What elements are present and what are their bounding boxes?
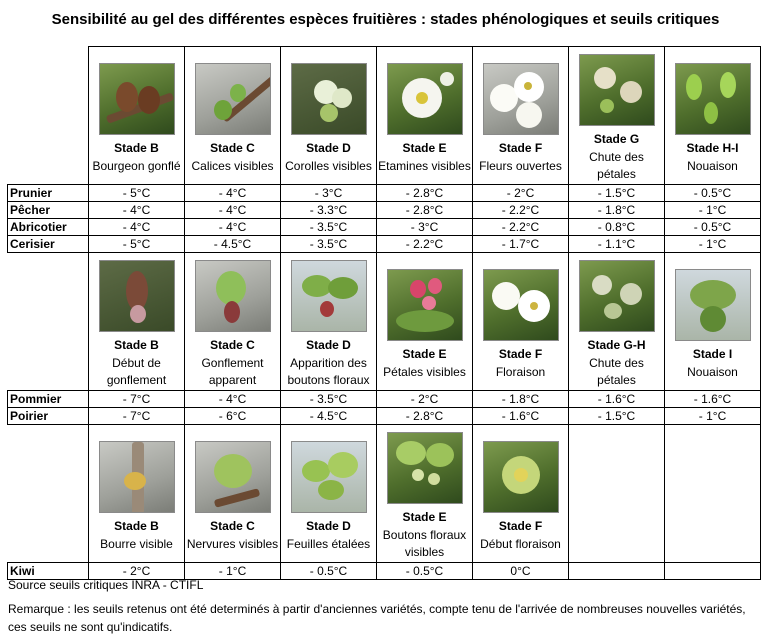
- threshold-value: - 4°C: [185, 219, 281, 236]
- stage-description: Gonflement apparent: [201, 356, 264, 387]
- threshold-value: - 2.8°C: [377, 185, 473, 202]
- threshold-value: - 1.6°C: [473, 408, 569, 425]
- threshold-value: - 7°C: [89, 391, 185, 408]
- flowering-photo: [483, 269, 559, 341]
- threshold-value: - 1.6°C: [569, 391, 665, 408]
- threshold-value: - 3.5°C: [281, 219, 377, 236]
- threshold-value: - 0.5°C: [377, 563, 473, 580]
- threshold-value: - 3.3°C: [281, 202, 377, 219]
- veins-visible-photo: [195, 441, 271, 513]
- threshold-value: - 1.5°C: [569, 408, 665, 425]
- threshold-value: - 6°C: [185, 408, 281, 425]
- stage-description: Chute des pétales: [589, 356, 644, 387]
- stage-description: Boutons floraux visibles: [382, 528, 467, 559]
- table-row: [8, 219, 761, 236]
- stage-label: Stade D: [306, 140, 351, 155]
- stage-cell: [569, 47, 665, 185]
- stage-cell: [89, 47, 185, 185]
- threshold-value: - 2.2°C: [473, 202, 569, 219]
- table-row: [8, 391, 761, 408]
- threshold-value: - 0.5°C: [665, 219, 761, 236]
- page-title: Sensibilité au gel des différentes espèces fruitières : stades phénologiques et seuils critiques: [51, 11, 720, 28]
- stage-cell: [377, 253, 473, 391]
- threshold-value: - 1.8°C: [569, 202, 665, 219]
- threshold-value: - 4.5°C: [281, 408, 377, 425]
- threshold-value: - 0.5°C: [665, 185, 761, 202]
- empty-cell: [665, 425, 761, 563]
- fruit-set-photo: [675, 63, 751, 135]
- threshold-value: - 1.8°C: [473, 391, 569, 408]
- flower-buds-visible-photo: [387, 432, 463, 504]
- stage-cell: [665, 253, 761, 391]
- stage-label: Stade E: [402, 346, 447, 361]
- threshold-value: 0°C: [473, 563, 569, 580]
- stage-label: Stade F: [498, 346, 543, 361]
- petal-fall-photo: [579, 54, 655, 126]
- stage-cell: [665, 47, 761, 185]
- fruit-name: Cerisier: [8, 236, 89, 253]
- threshold-value: - 1.7°C: [473, 236, 569, 253]
- threshold-value: - 5°C: [89, 185, 185, 202]
- stage-cell: [185, 425, 281, 563]
- source-note: Source seuils critiques INRA - CTIFL: [8, 578, 204, 592]
- stage-header-row-2: [8, 253, 761, 391]
- stage-cell: [281, 47, 377, 185]
- fruit-name: Abricotier: [8, 219, 89, 236]
- bud-swollen-photo: [99, 63, 175, 135]
- stage-description: Chute des pétales: [589, 150, 644, 181]
- table-row: [8, 185, 761, 202]
- stage-label: Stade H-I: [686, 140, 739, 155]
- threshold-value: - 4°C: [185, 185, 281, 202]
- stage-description: Bourre visible: [100, 536, 173, 551]
- threshold-value: - 1°C: [665, 236, 761, 253]
- threshold-value: - 3.5°C: [281, 236, 377, 253]
- stage-cell: [569, 253, 665, 391]
- stage-label: Stade C: [210, 338, 255, 352]
- stage-cell: [281, 425, 377, 563]
- bud-swelling-photo: [195, 260, 271, 332]
- threshold-value: - 2.2°C: [473, 219, 569, 236]
- petal-fall-photo: [579, 260, 655, 332]
- stage-cell: [473, 47, 569, 185]
- stage-cell: [377, 425, 473, 563]
- stage-header-row-1: [8, 47, 761, 185]
- threshold-value: - 0.5°C: [281, 563, 377, 580]
- stage-label: Stade B: [114, 518, 159, 533]
- stage-description: Corolles visibles: [285, 158, 372, 173]
- fruit-name: Pommier: [8, 391, 89, 408]
- stage-label: Stade D: [306, 518, 351, 533]
- stage-label: Stade C: [210, 140, 255, 155]
- calyx-visible-photo: [195, 63, 271, 135]
- stage-label: Stade E: [402, 510, 447, 524]
- stage-label: Stade E: [402, 140, 447, 155]
- threshold-value: - 4°C: [185, 202, 281, 219]
- stage-description: Nouaison: [687, 158, 738, 173]
- flower-buds-appearing-photo: [291, 260, 367, 332]
- stage-description: Nouaison: [687, 364, 738, 379]
- stage-description: Fleurs ouvertes: [479, 158, 562, 173]
- table-row: [8, 236, 761, 253]
- stage-cell: [185, 253, 281, 391]
- stage-label: Stade B: [114, 338, 159, 352]
- petals-visible-photo: [387, 269, 463, 341]
- threshold-value: - 4°C: [89, 202, 185, 219]
- stage-description: Calices visibles: [191, 158, 274, 173]
- threshold-value: - 4.5°C: [185, 236, 281, 253]
- corolla-visible-photo: [291, 63, 367, 135]
- threshold-value: - 1°C: [665, 408, 761, 425]
- threshold-value: - 7°C: [89, 408, 185, 425]
- threshold-value: - 2.2°C: [377, 236, 473, 253]
- frost-threshold-table: [7, 46, 761, 580]
- threshold-value: - 1.6°C: [665, 391, 761, 408]
- stage-label: Stade C: [210, 518, 255, 533]
- table-row: [8, 202, 761, 219]
- early-flowering-photo: [483, 441, 559, 513]
- threshold-value: [665, 563, 761, 580]
- threshold-value: - 2°C: [377, 391, 473, 408]
- stage-label: Stade G: [593, 132, 640, 146]
- stage-label: Stade G-H: [587, 338, 646, 352]
- stage-description: Nervures visibles: [186, 536, 279, 551]
- stage-cell: [185, 47, 281, 185]
- threshold-value: - 1.5°C: [569, 185, 665, 202]
- stage-cell: [281, 253, 377, 391]
- threshold-value: - 3°C: [281, 185, 377, 202]
- threshold-value: - 0.8°C: [569, 219, 665, 236]
- stage-label: Stade F: [498, 518, 543, 533]
- stage-description: Début floraison: [480, 536, 561, 551]
- stage-description: Floraison: [495, 364, 546, 379]
- empty-cell: [569, 425, 665, 563]
- stage-description: Etamines visibles: [378, 158, 471, 173]
- stage-description: Pétales visibles: [383, 364, 466, 379]
- stage-description: Bourgeon gonflé: [92, 158, 181, 173]
- stage-cell: [89, 253, 185, 391]
- fruit-name: Poirier: [8, 408, 89, 425]
- bud-start-swelling-photo: [99, 260, 175, 332]
- remark-note: Remarque : les seuils retenus ont été determinés à partir d'anciennes variétés, compte tenu de l'arrivée de nombreuses nouvelles variétés, ces seuils ne sont qu'indicatifs.: [8, 602, 746, 634]
- fruit-name: Kiwi: [8, 563, 89, 580]
- stage-cell: [377, 47, 473, 185]
- threshold-value: - 3°C: [377, 219, 473, 236]
- leaves-spread-photo: [291, 441, 367, 513]
- stage-label: Stade D: [306, 338, 351, 352]
- stage-cell: [473, 425, 569, 563]
- fruit-set-photo: [675, 269, 751, 341]
- threshold-value: - 3.5°C: [281, 391, 377, 408]
- threshold-value: - 4°C: [185, 391, 281, 408]
- fruit-name: Pêcher: [8, 202, 89, 219]
- threshold-value: - 1°C: [185, 563, 281, 580]
- fruit-name: Prunier: [8, 185, 89, 202]
- stage-label: Stade I: [692, 346, 733, 361]
- table-row: [8, 408, 761, 425]
- threshold-value: - 2°C: [473, 185, 569, 202]
- threshold-value: - 1°C: [665, 202, 761, 219]
- stage-cell: [473, 253, 569, 391]
- open-flowers-photo: [483, 63, 559, 135]
- stamens-visible-photo: [387, 63, 463, 135]
- fuzz-visible-photo: [99, 441, 175, 513]
- stage-description: Feuilles étalées: [286, 536, 371, 551]
- stage-description: Apparition des boutons floraux: [287, 356, 370, 387]
- threshold-value: - 4°C: [89, 219, 185, 236]
- stage-label: Stade F: [498, 140, 543, 155]
- threshold-value: - 2°C: [89, 563, 185, 580]
- threshold-value: - 5°C: [89, 236, 185, 253]
- stage-header-row-3: [8, 425, 761, 563]
- threshold-value: [569, 563, 665, 580]
- table-row: [8, 563, 761, 580]
- threshold-value: - 1.1°C: [569, 236, 665, 253]
- stage-label: Stade B: [114, 140, 159, 155]
- threshold-value: - 2.8°C: [377, 202, 473, 219]
- threshold-value: - 2.8°C: [377, 408, 473, 425]
- stage-description: Début de gonflement: [106, 356, 167, 387]
- stage-cell: [89, 425, 185, 563]
